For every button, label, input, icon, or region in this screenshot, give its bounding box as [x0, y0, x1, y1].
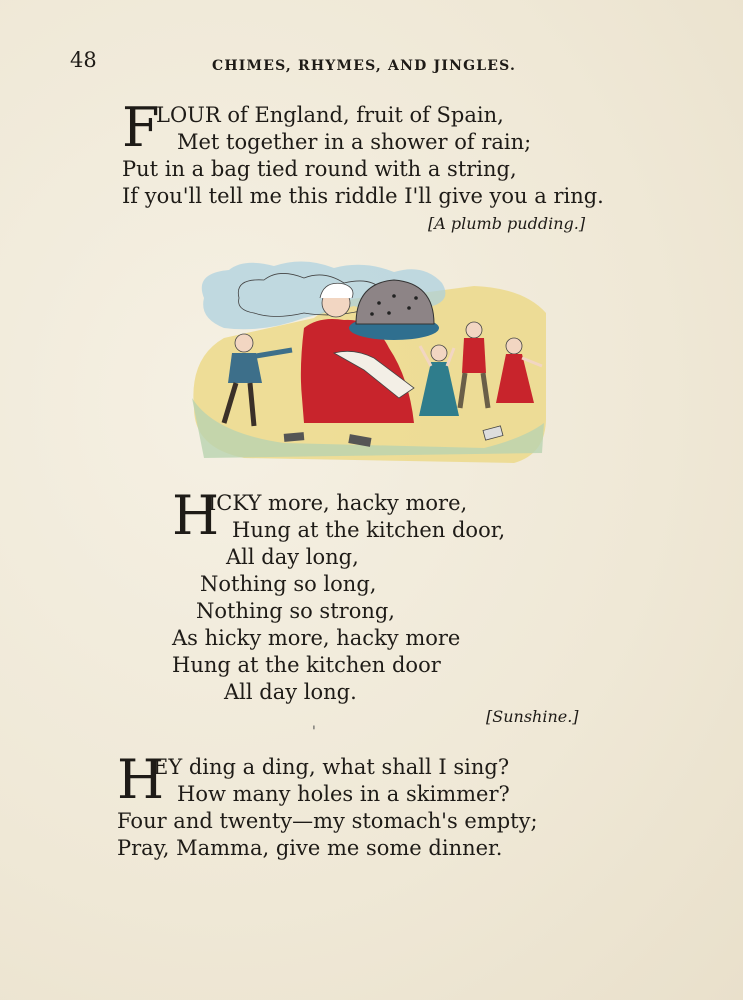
- verse-line: As hicky more, hacky more: [172, 626, 461, 650]
- running-head: CHIMES, RHYMES, AND JINGLES.: [212, 58, 517, 74]
- poem-hey-ding: [117, 748, 538, 862]
- poem-plum-pudding: [122, 96, 604, 210]
- page-number: 48: [70, 48, 97, 72]
- verse-line: LOUR of England, fruit of Spain,: [156, 103, 504, 127]
- riddle-answer: [A plumb pudding.]: [428, 214, 586, 233]
- stray-mark: ': [312, 724, 316, 740]
- verse-line: All day long.: [224, 680, 357, 704]
- verse-line: Hung at the kitchen door: [172, 653, 441, 677]
- verse-line: Four and twenty—my stomach's empty;: [117, 809, 538, 833]
- illustration-plum-pudding: [184, 258, 550, 468]
- dropcap-f: F: [122, 96, 160, 159]
- verse-line: Put in a bag tied round with a string,: [122, 157, 517, 181]
- dropcap-h: H: [117, 748, 165, 811]
- verse-line: All day long,: [226, 545, 359, 569]
- poem-hicky-more: [172, 484, 506, 706]
- dropcap-h: H: [172, 484, 220, 547]
- verse-line: How many holes in a skimmer?: [177, 782, 510, 806]
- verse-line: Nothing so long,: [200, 572, 377, 596]
- riddle-answer: [Sunshine.]: [486, 707, 579, 726]
- verse-line: Pray, Mamma, give me some dinner.: [117, 836, 503, 860]
- verse-line: ICKY more, hacky more,: [208, 491, 468, 515]
- verse-line: Nothing so strong,: [196, 599, 395, 623]
- verse-line: Hung at the kitchen door,: [232, 518, 506, 542]
- verse-line: EY ding a ding, what shall I sing?: [153, 755, 510, 779]
- verse-line: Met together in a shower of rain;: [177, 130, 532, 154]
- verse-line: If you'll tell me this riddle I'll give you a ring.: [122, 184, 604, 208]
